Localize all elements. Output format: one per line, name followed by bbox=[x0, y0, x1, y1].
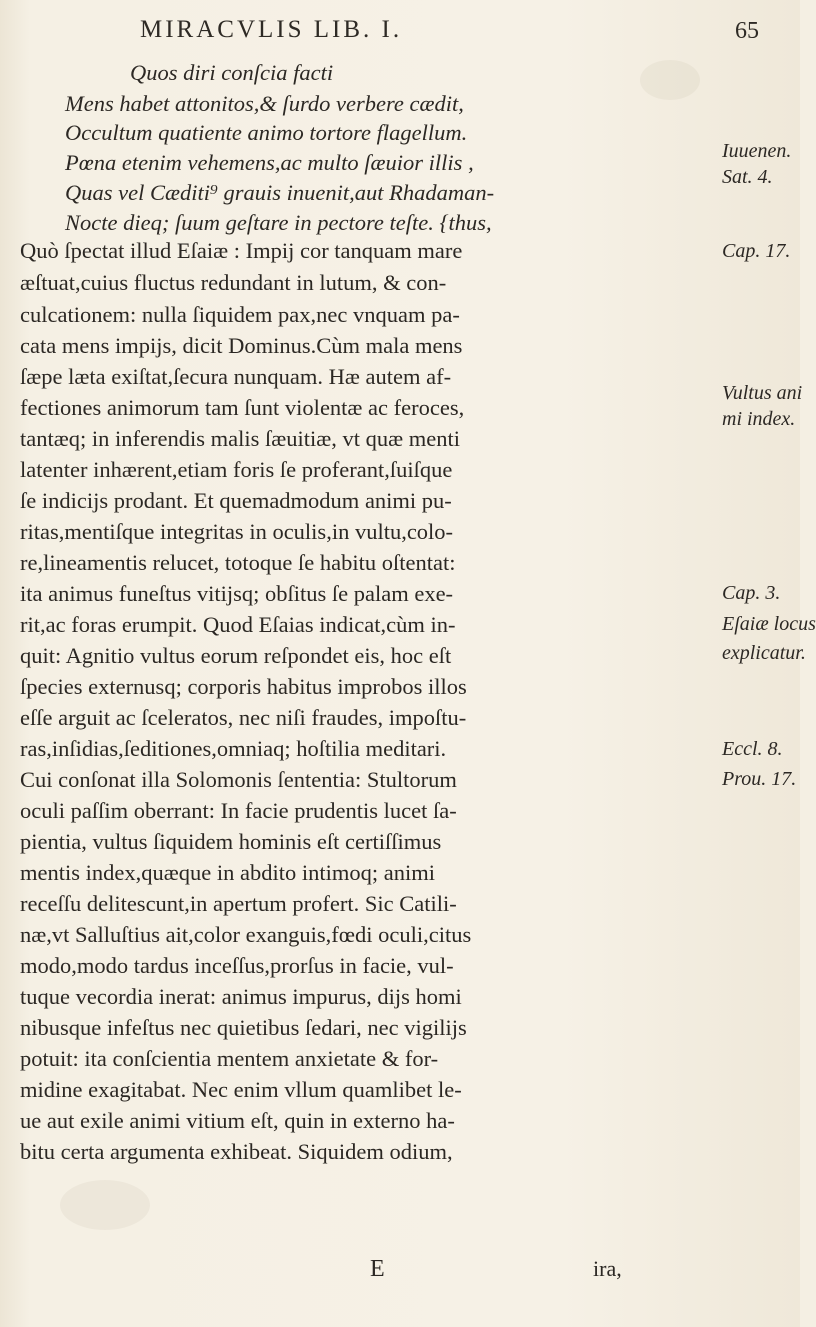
margin-note: Cap. 17. bbox=[722, 240, 791, 262]
text-line: receſſu delitescunt,in apertum profert. Sic Catili- bbox=[20, 891, 457, 916]
margin-note: Eſaiæ locus bbox=[722, 613, 816, 635]
text-line: fectiones animorum tam ſunt violentæ ac feroces, bbox=[20, 395, 465, 420]
catchword: ira, bbox=[593, 1256, 622, 1281]
text-line: nibusque infeſtus nec quietibus ſedari, nec vigilijs bbox=[20, 1015, 467, 1040]
text-line: latenter inhærent,etiam foris ſe proferant,ſuiſque bbox=[20, 457, 453, 482]
text-line: ſe indicijs prodant. Et quemadmodum animi pu- bbox=[20, 488, 452, 513]
text-line: rit,ac foras erumpit. Quod Eſaias indicat,cùm in- bbox=[20, 612, 456, 637]
text-line: eſſe arguit ac ſceleratos, nec niſi fraudes, impoſtu- bbox=[20, 705, 467, 730]
text-line: ſpecies externusq; corporis habitus improbos illos bbox=[20, 674, 467, 699]
text-line: re,lineamentis relucet, totoque ſe habitu oſtentat: bbox=[20, 550, 456, 575]
text-line: tantæq; in inferendis malis ſæuitiæ, vt quæ menti bbox=[20, 426, 460, 451]
margin-note: explicatur. bbox=[722, 642, 806, 664]
margin-note: Prou. 17. bbox=[722, 768, 797, 790]
text-line: quit: Agnitio vultus eorum reſpondet eis, hoc eſt bbox=[20, 643, 452, 668]
verse-line: Occultum quatiente animo tortore flagellum. bbox=[65, 120, 468, 145]
margin-note: Eccl. 8. bbox=[722, 738, 783, 760]
text-line: bitu certa argumenta exhibeat. Siquidem odium, bbox=[20, 1139, 453, 1164]
paper-stain bbox=[60, 1180, 150, 1230]
margin-note: Cap. 3. bbox=[722, 582, 781, 604]
signature-mark: E bbox=[370, 1256, 385, 1282]
text-line: tuque vecordia inerat: animus impurus, dijs homi bbox=[20, 984, 462, 1009]
verse-line: Mens habet attonitos,& ſurdo verbere cædit, bbox=[65, 91, 464, 116]
running-title: MIRACVLIS LIB. I. bbox=[140, 16, 403, 43]
text-line: pientia, vultus ſiquidem hominis eſt certiſſimus bbox=[20, 829, 442, 854]
margin-note: Vultus ani bbox=[722, 382, 803, 404]
verse-line: Nocte dieq; ſuum geſtare in pectore teſte. {thus, bbox=[65, 210, 492, 235]
text-line: midine exagitabat. Nec enim vllum quamlibet le- bbox=[20, 1077, 462, 1102]
text-line: ue aut exile animi vitium eſt, quin in externo ha- bbox=[20, 1108, 455, 1133]
text-line: cata mens impijs, dicit Dominus.Cùm mala mens bbox=[20, 333, 463, 358]
text-line: culcationem: nulla ſiquidem pax,nec vnquam pa- bbox=[20, 302, 460, 327]
text-line: modo,modo tardus inceſſus,prorſus in facie, vul- bbox=[20, 953, 454, 978]
page-header bbox=[0, 16, 800, 48]
verse-line: Quas vel Cæditi⁹ grauis inuenit,aut Rhadaman- bbox=[65, 180, 495, 205]
text-line: æſtuat,cuius fluctus redundant in lutum, & con- bbox=[20, 270, 447, 295]
verse-line: Pœna etenim vehemens,ac multo ſæuior illis , bbox=[65, 150, 474, 175]
text-line: næ,vt Salluſtius ait,color exanguis,fœdi oculi,citus bbox=[20, 922, 472, 947]
text-line: oculi paſſim oberrant: In facie prudentis lucet ſa- bbox=[20, 798, 457, 823]
margin-note: Sat. 4. bbox=[722, 166, 773, 188]
text-line: mentis index,quæque in abdito intimoq; animi bbox=[20, 860, 435, 885]
text-line: Quò ſpectat illud Eſaiæ : Impij cor tanquam mare bbox=[20, 238, 463, 263]
margin-note: Iuuenen. bbox=[722, 140, 792, 162]
text-line: ita animus funeſtus vitijsq; obſitus ſe palam exe- bbox=[20, 581, 454, 606]
text-line: potuit: ita conſcientia mentem anxietate & for- bbox=[20, 1046, 439, 1071]
verse-line: Quos diri conſcia facti bbox=[130, 60, 334, 85]
text-line: ſæpe læta exiſtat,ſecura nunquam. Hæ autem af- bbox=[20, 364, 452, 389]
text-line: Cui conſonat illa Solomonis ſententia: Stultorum bbox=[20, 767, 457, 792]
page-number: 65 bbox=[735, 18, 759, 44]
text-line: ritas,mentiſque integritas in oculis,in vultu,colo- bbox=[20, 519, 454, 544]
paper-stain bbox=[640, 60, 700, 100]
margin-note: mi index. bbox=[722, 408, 796, 430]
text-line: ras,inſidias,ſeditiones,omniaq; hoſtilia meditari. bbox=[20, 736, 447, 761]
